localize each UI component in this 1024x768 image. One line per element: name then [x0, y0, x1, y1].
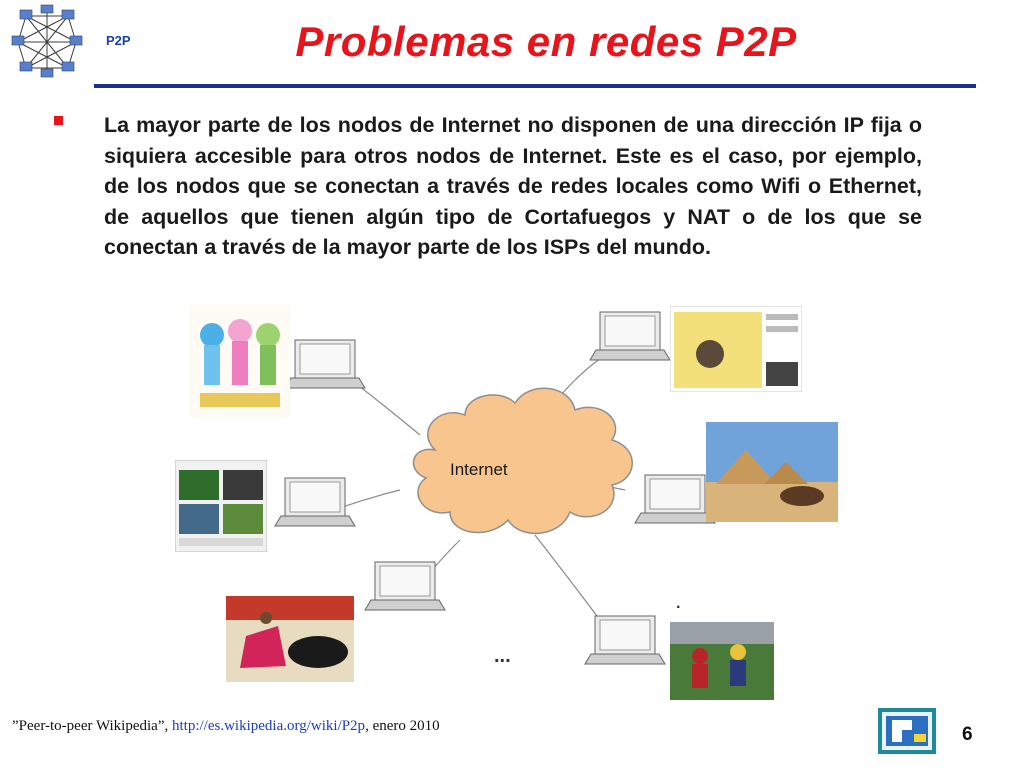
laptop-icon: [365, 562, 445, 610]
laptop-icon: [275, 478, 355, 526]
section-label: P2P: [106, 33, 131, 48]
citation-link[interactable]: http://es.wikipedia.org/wiki/P2p: [172, 718, 366, 734]
laptop-icon: [590, 312, 670, 360]
webpage-screenshot-image: [670, 306, 802, 392]
p2p-network-logo: [6, 4, 88, 78]
ellipsis-label: ...: [494, 645, 511, 667]
bullfighter-image: [226, 596, 354, 682]
cloud-label: Internet: [450, 460, 508, 479]
laptop-icon: [285, 340, 365, 388]
laptop-icon: [585, 616, 665, 664]
bullet-text: La mayor parte de los nodos de Internet no disponen de una dirección IP fija o siquiera accesible para otros nodos de Internet. Este es el caso, por ejemplo, de los nodos que se conectan a través de redes locales como Wifi o Ethernet, de aquellos que tienen algún tipo de Cortafuegos y NAT o de los que se conectan a través de la mayor parte de los ISPs del mundo.: [104, 113, 922, 259]
cartoon-characters-image: [190, 305, 290, 417]
slide-title: Problemas en redes P2P: [295, 18, 797, 65]
pyramids-camel-image: [706, 422, 838, 522]
bullet-marker: [54, 116, 63, 125]
citation: [12, 718, 440, 735]
institution-logo: [878, 708, 936, 754]
football-players-image: [670, 622, 774, 700]
svg-text:·: ·: [676, 599, 682, 616]
page-number: 6: [962, 724, 973, 745]
title-divider: [94, 84, 976, 88]
internet-cloud: [413, 388, 632, 533]
citation-suffix: , enero 2010: [365, 718, 440, 734]
laptop-icon: [635, 475, 715, 523]
citation-prefix: ”Peer-to-peer Wikipedia”,: [12, 718, 172, 734]
video-site-screenshot-image: [175, 460, 267, 552]
